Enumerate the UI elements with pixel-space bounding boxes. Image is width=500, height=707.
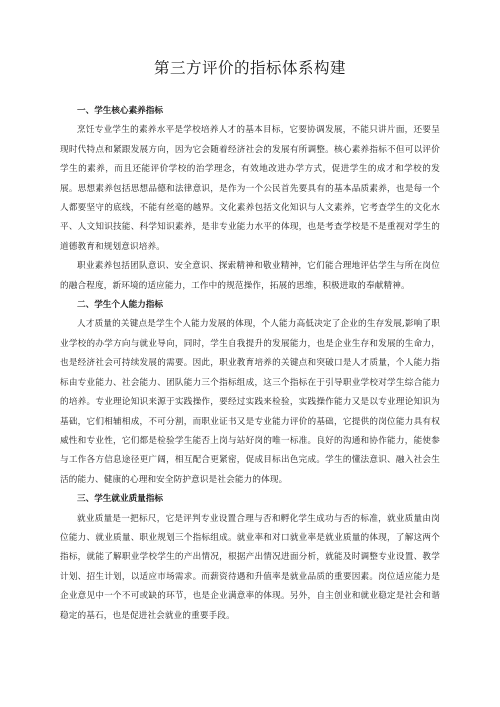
paragraph: 人才质量的关键点是学生个人能力发展的体现，个人能力高低决定了企业的生存发展,影响了职业学校的办学方向与就业导向，同时，学生自我提升的发展能力，也是企业生存和发展的生命力，也是经济社会可持续发展的需要。因此，职业教育培养的关键点和突破口是人才质量，个人能力指标由专业能力、社会能力、团队能力三个指标组成，这三个指标在于引导职业学校对学生综合能力的培养。专业理论知识来源于实践操作，要经过实践来检验，实践操作能力又是以专业理论知识为基础，它们相辅相成，不可分割，而职业证书又是专业能力评价的基础，它提供的岗位能力具有权威性和专业性，它们都是检验学生能否上岗与站好岗的唯一标准。良好的沟通和协作能力，能使参与工作各方信息途径更广阔，相互配合更紧密，促成目标出色完成。学生的懂法意识、融入社会生活的能力、健康的心理和安全防护意识是社会能力的体现。: [60, 319, 440, 485]
paragraph: 职业素养包括团队意识、安全意识、探索精神和敬业精神，它们能合理地评估学生与所在岗位的融合程度，新环境的适应能力，工作中的规范操作，拓展的思维，积极进取的奉献精神。: [60, 261, 440, 291]
section-heading: 三、学生就业质量指标: [77, 494, 163, 505]
section-core-literacy: [60, 102, 440, 296]
paragraph: 就业质量是一把标尺，它是评判专业设置合理与否和孵化学生成功与否的标准，就业质量由岗位能力、就业质量、职业规划三个指标组成。就业率和对口就业率是就业质量的体现，了解这两个指标，就能了解职业学校学生的产出情况，根据产出情况进面分析，就能及时调整专业设置、教学计划、招生计划，以适应市场需求。而薪资待遇和升值率是就业品质的重要因素。岗位适应能力是企业意见中一个不可或缺的环节，也是企业满意率的体现。另外，自主创业和就业稳定是社会和谐稳定的基石，也是促进社会就业的重要手段。: [60, 513, 440, 621]
paragraph: 烹饪专业学生的素养水平是学校培养人才的基本目标，它要协调发展，不能只讲片面，还要呈现时代特点和紧跟发展方向，因为它会随着经济社会的发展有所调整。核心素养指标不但可以评价学生的素养，而且还能评价学校的治学理念，有效地改进办学方式，促进学生的成才和学校的发展。思想素养包括思想品德和法律意识，是作为一个公民首先要具有的基本品质素养，也是每一个人都要坚守的底线，不能有丝毫的越界。文化素养包括文化知识与人文素养，它考查学生的文化水平、人文知识技能、科学知识素养，是非专业能力水平的体现，也是考查学校是不是重视对学生的道德教育和规划意识培养。: [60, 125, 440, 252]
section-heading: 一、学生核心素养指标: [77, 106, 163, 116]
document-title: 第三方评价的指标体系构建: [153, 59, 346, 77]
section-heading: 二、学生个人能力指标: [77, 300, 163, 311]
section-personal-ability: [60, 296, 440, 490]
document-body: [60, 102, 440, 626]
section-employment-quality: [60, 490, 440, 626]
